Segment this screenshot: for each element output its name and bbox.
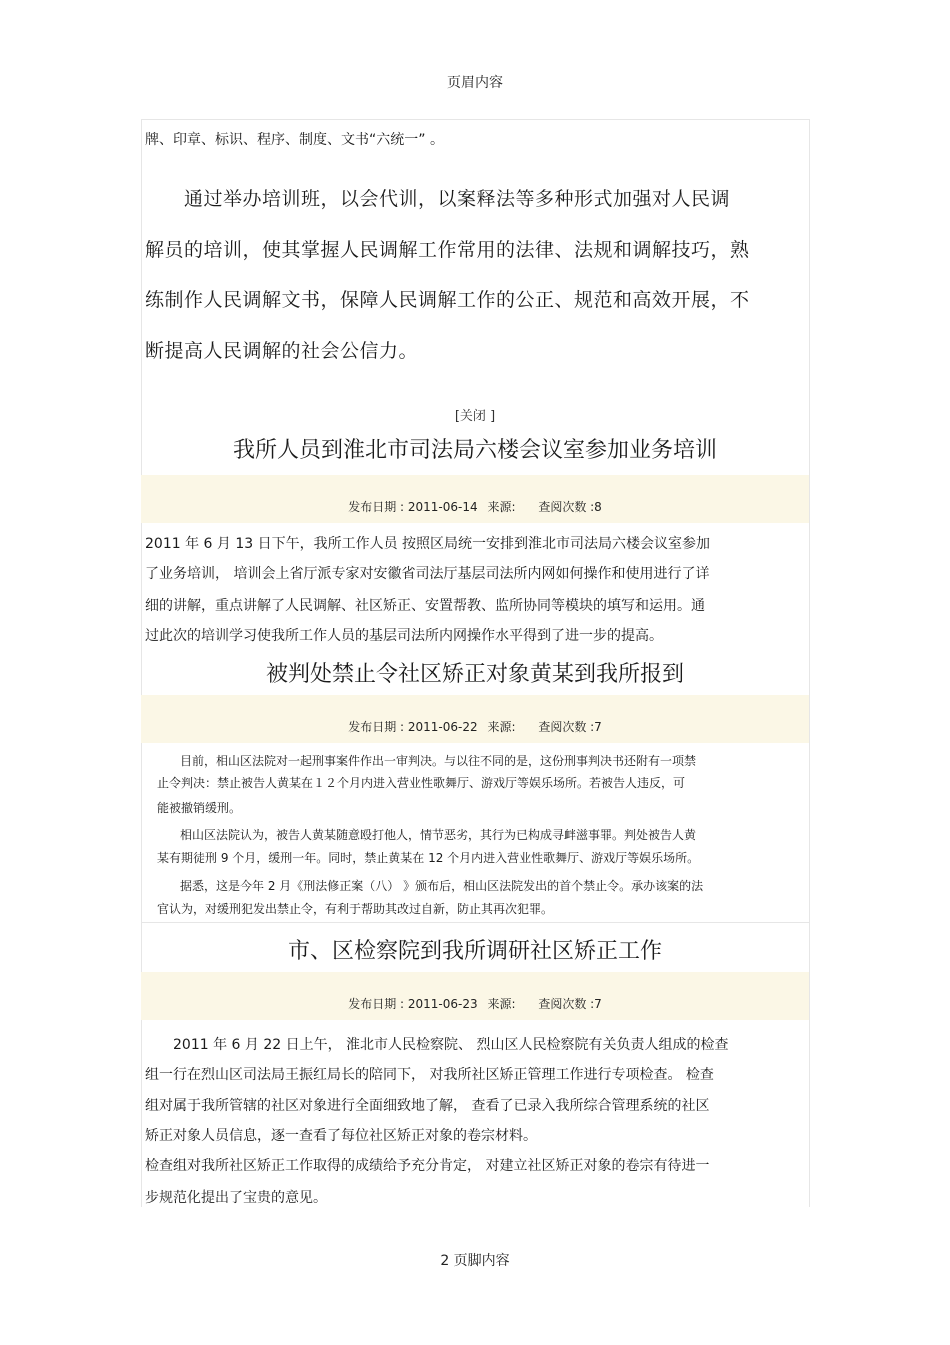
article-meta — [141, 995, 809, 1012]
article-line: 检查组对我所社区矫正工作取得的成绩给予充分肯定， 对建立社区矫正对象的卷宗有待进一 — [145, 1158, 710, 1174]
article-line: 止令判决：禁止被告人黄某在１２个月内进入营业性歌舞厅、游戏厅等娱乐场所。若被告人违反，可 — [157, 776, 686, 790]
article-meta — [141, 718, 809, 735]
article-line: 步规范化提出了宝贵的意见。 — [145, 1190, 327, 1206]
article-meta-bar — [141, 972, 809, 1020]
intro-paragraph-line: 解员的培训，使其掌握人民调解工作常用的法律、法规和调解技巧，熟 — [145, 239, 750, 261]
article-line: 某有期徒刑 9 个月，缓刑一年。同时，禁止黄某在 12 个月内进入营业性歌舞厅、游戏厅等娱乐场所。 — [157, 851, 700, 865]
source-label: 来源: — [487, 500, 516, 514]
intro-continuation-line: 牌、印章、标识、程序、制度、文书“六统一” 。 — [145, 132, 444, 148]
article-meta — [141, 498, 809, 515]
article-line: 据悉，这是今年 2 月《刑法修正案（八） 》颁布后，相山区法院发出的首个禁止令。承办该案的法 — [180, 879, 704, 893]
intro-paragraph-line: 练制作人民调解文书，保障人民调解工作的公正、规范和高效开展，不 — [145, 289, 750, 311]
article-line: 官认为，对缓刑犯发出禁止令，有利于帮助其改过自新，防止其再次犯罪。 — [157, 902, 554, 916]
publish-date: 发布日期 : 2011-06-14 — [348, 500, 478, 514]
article-line: 过此次的培训学习使我所工作人员的基层司法所内网操作水平得到了进一步的提高。 — [145, 628, 663, 644]
publish-date: 发布日期 : 2011-06-22 — [348, 720, 478, 734]
article-meta-bar — [141, 695, 809, 743]
article-line: 矫正对象人员信息，逐一查看了每位社区矫正对象的卷宗材料。 — [145, 1128, 537, 1144]
article-line: 组一行在烈山区司法局王振红局长的陪同下， 对我所社区矫正管理工作进行专项检查。 检查 — [145, 1067, 714, 1083]
article-title: 市、区检察院到我所调研社区矫正工作 — [287, 939, 662, 964]
close-link[interactable]: [关闭 ] — [454, 409, 496, 424]
article-line: 2011 年 6 月 22 日上午， 淮北市人民检察院、 烈山区人民检察院有关负责人组成的检查 — [145, 1037, 729, 1053]
intro-paragraph-line: 断提高人民调解的社会公信力。 — [145, 340, 419, 362]
article-line: 相山区法院认为，被告人黄某随意殴打他人，情节恶劣，其行为已构成寻衅滋事罪。判处被告人黄 — [180, 828, 697, 842]
article-title: 我所人员到淮北市司法局六楼会议室参加业务培训 — [232, 438, 717, 463]
article-line: 细的讲解，重点讲解了人民调解、社区矫正、安置帮教、监所协同等模块的填写和运用。通 — [145, 598, 705, 614]
view-count: 查阅次数 :7 — [538, 997, 602, 1011]
source-label: 来源: — [487, 720, 516, 734]
view-count: 查阅次数 :8 — [538, 500, 602, 514]
publish-date: 发布日期 : 2011-06-23 — [348, 997, 478, 1011]
article-line: 目前，相山区法院对一起刑事案件作出一审判决。与以往不同的是，这份刑事判决书还附有一项禁 — [180, 754, 697, 768]
source-label: 来源: — [487, 997, 516, 1011]
article-line: 了业务培训， 培训会上省厅派专家对安徽省司法厅基层司法所内网如何操作和使用进行了详 — [145, 566, 710, 582]
article-line: 能被撤销缓刑。 — [157, 801, 242, 815]
article-line: 2011 年 6 月 13 日下午，我所工作人员 按照区局统一安排到淮北市司法局六楼会议室参加 — [145, 536, 711, 552]
intro-paragraph-line: 通过举办培训班，以会代训，以案释法等多种形式加强对人民调 — [145, 188, 731, 210]
view-count: 查阅次数 :7 — [538, 720, 602, 734]
page-footer: 2 页脚内容 — [440, 1253, 510, 1269]
section-divider — [141, 922, 809, 923]
article-meta-bar — [141, 475, 809, 523]
article-line: 组对属于我所管辖的社区对象进行全面细致地了解， 查看了已录入我所综合管理系统的社区 — [145, 1098, 710, 1114]
page-header: 页眉内容 — [447, 75, 503, 91]
article-title: 被判处禁止令社区矫正对象黄某到我所报到 — [265, 662, 684, 687]
